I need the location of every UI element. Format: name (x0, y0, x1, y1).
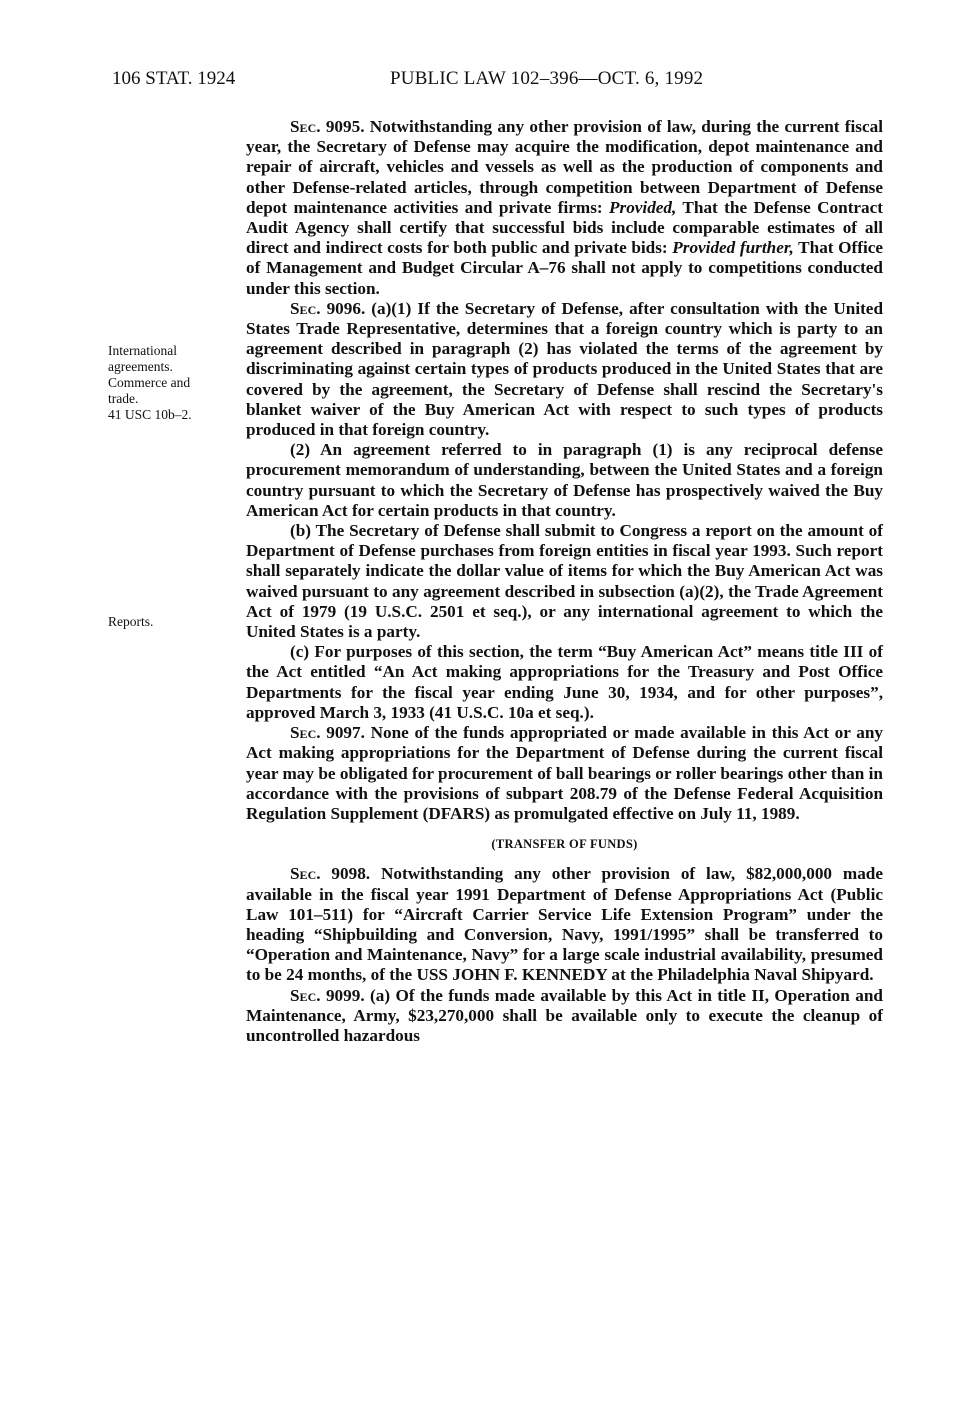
section-label: Sec. (290, 985, 321, 1005)
section-label: Sec. (290, 298, 321, 318)
proviso-italic: Provided further, (672, 238, 794, 258)
section-9097 (246, 723, 883, 824)
section-text: 9096. (a)(1) If the Secretary of Defense, after consultation with the United States Trade Representative, determines that a foreign country which is party to an agreement described in paragraph (2) has violated the terms of the agreement by discriminating against certain types of products produced in the United States that are covered by the agreement, the Secretary of Defense shall rescind the Secretary's blanket waiver of the Buy American Act with respect to such types of products produced in that foreign country. (246, 298, 883, 440)
margin-note-line: agreements. (108, 359, 173, 374)
section-9098 (246, 864, 883, 985)
margin-note-international-agreements (108, 343, 238, 423)
section-9096-b: (b) The Secretary of Defense shall submit to Congress a report on the amount of Department of Defense purchases from foreign entities in fiscal year 1993. Such report shall separately indicate the dollar value of items for which the Buy American Act was waived pursuant to any agreement described in subsection (a)(2), the Trade Agreement Act of 1979 (19 U.S.C. 2501 et seq.), or any international agreement to which the United States is a party. (246, 521, 883, 642)
section-label: Sec. (290, 723, 321, 743)
section-text: That Office of Management and Budget Circular A–76 shall not apply to competitions conducted under this section. (246, 238, 883, 298)
section-number: 9095. (320, 117, 370, 136)
margin-note-reports (108, 614, 238, 630)
section-text: Notwithstanding any other provision of law, during the current fiscal year, the Secretary of Defense may acquire the modification, depot maintenance and repair of aircraft, vehicles and vessels as well as the production of components and other Defense-related articles, through competition between Department of Defense depot maintenance activities and private firms: (246, 117, 883, 217)
public-law-citation: PUBLIC LAW 102–396—OCT. 6, 1992 (390, 68, 704, 89)
section-label: Sec. (290, 864, 321, 884)
section-text: 9097. None of the funds appropriated or made available in this Act or any Act making appropriations for the Department of Defense during the current fiscal year may be obligated for procurement of ball bearings or roller bearings other than in accordance with the provisions of subpart 208.79 of the Defense Federal Acquisition Regulation Supplement (DFARS) as promulgated effective on July 11, 1989. (246, 723, 883, 823)
margin-note-line: trade. (108, 391, 139, 406)
section-9096-a2: (2) An agreement referred to in paragraph (1) is any reciprocal defense procurement memorandum of understanding, between the United States and a foreign country pursuant to which the Secretary of Defense has prospectively waived the Buy American Act for certain products in that country. (246, 440, 883, 520)
section-text: That the Defense Contract Audit Agency shall certify that successful bids include comparable estimates of all direct and indirect costs for both public and private bids: (246, 197, 884, 258)
section-9096-c: (c) For purposes of this section, the term “Buy American Act” means title III of the Act entitled “An Act making appropriations for the Treasury and Post Office Departments for the fiscal year ending June 30, 1934, and for other purposes”, approved March 3, 1933 (41 U.S.C. 10a et seq.). (246, 642, 883, 722)
section-text: 9098. Notwithstanding any other provision of law, $82,000,000 made available in the fiscal year 1991 Department of Defense Appropriations Act (Public Law 101–511) for “Aircraft Carrier Service Life Extension Program” under the heading “Shipbuilding and Conversion, Navy, 1991/1995” shall be transferred to “Operation and Maintenance, Navy” for a large scale industrial availability, presumed to be 24 months, of the USS JOHN F. KENNEDY at the Philadelphia Naval Shipyard. (246, 864, 883, 985)
section-9096-a1 (246, 299, 883, 440)
section-9095 (246, 117, 883, 299)
margin-note-line: International (108, 343, 177, 358)
margin-note-line: Reports. (108, 614, 154, 629)
stat-citation: 106 STAT. 1924 (112, 68, 236, 89)
statute-body (246, 117, 883, 1046)
transfer-of-funds-heading: (TRANSFER OF FUNDS) (491, 837, 638, 852)
section-label: Sec. (290, 117, 321, 136)
section-9099 (246, 986, 883, 1047)
margin-note-line: Commerce and (108, 375, 191, 390)
margin-note-line: 41 USC 10b–2. (108, 407, 192, 422)
section-text: 9099. (a) Of the funds made available by this Act in title II, Operation and Maintenance, Army, $23,270,000 shall be available only to execute the cleanup of uncontrolled hazardous (246, 985, 883, 1045)
proviso-italic: Provided, (609, 197, 677, 217)
